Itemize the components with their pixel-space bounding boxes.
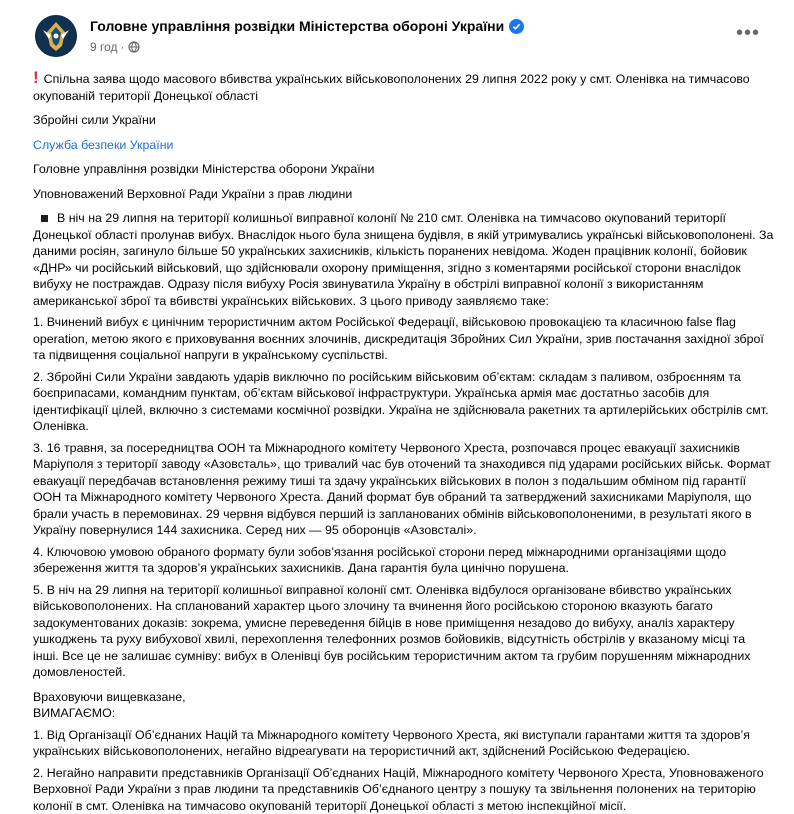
post-timestamp[interactable]: 9 год <box>90 40 118 54</box>
author-name[interactable]: Головне управління розвідки Міністерства обороні України <box>90 18 504 34</box>
verified-badge-icon <box>509 19 524 34</box>
signatory-ombudsman: Уповноважений Верховної Ради України з прав людини <box>33 186 774 203</box>
headline-text: Спільна заява щодо масового вбивства українських військовополонених 29 липня 2022 року у смт. Оленівка на тимчасово окупованій території Донецької області <box>33 72 750 103</box>
square-bullet-icon <box>41 215 48 222</box>
demand-2: 2. Негайно направити представників Організації Об’єднаних Націй, Міжнародного комітету Червоного Хреста, Уповноваженого Верховної Ради України з прав людини та представників Об’єднаного центру з пошуку та звільнення полонених на територію колонії в смт. Оленівка на тимчасово окупованій території Донецької області з метою інспекційної місії. <box>33 765 774 814</box>
globe-icon <box>128 41 140 53</box>
signatory-hur: Головне управління розвідки Міністерства оборони України <box>33 161 774 178</box>
intro-paragraph <box>33 210 774 309</box>
point-5: 5. В ніч на 29 липня на території колишньої виправної колонії смт. Оленівка відбулося організоване вбивство українських військовополонених. На спланований характер цього злочину та вчинення його російською стороною вказують багато задокументованих доказів: зокрема, умисне переведення бійців в нове приміщення незадово до вибуху, аналіз характеру ушкоджень та руху вибухової хвилі, перехоплення телефонних розмов бойовиків, відсутність обстрілів у вказаному місці та інші. Все це не залишає сумніву: вибух в Оленівці був російським терористичним актом та грубим порушенням міжнародних домовленостей. <box>33 582 774 681</box>
more-horizontal-icon[interactable]: ••• <box>736 28 760 38</box>
exclamation-icon: ! <box>33 68 39 87</box>
point-3: 3. 16 травня, за посередництва ООН та Міжнародного комітету Червоного Хреста, розпочався процес евакуації захисників Маріуполя з території заводу «Азовсталь», що тривалий час був оточений та знаходився під ударами російських військ. Формат евакуації передбачав встановлення режиму тиші та здачу українських військових в полон з подальшим обміном під гарантії ООН та Міжнародного комітету Червоного Хреста. Даний формат був обраний та затверджений захисниками Маріуполя, що брали участь в перемовинах. 29 червня відбувся перший із запланованих обмінів військовополоненими, в результаті якого в Україну повернулися 144 захисника. Серед них — 95 оборонців «Азовсталі». <box>33 440 774 539</box>
meta-separator: · <box>121 40 125 54</box>
point-2: 2. Збройні Сили України завдають ударів виключно по російським військовим об’єктам: складам з паливом, озброєнням та боєприпасами, командним пунктам, об’єктам військової інфраструктури. Українська армія має достатньо засобів для ідентифікації цілей, включно з системами космічної розвідки. Україна не здійснювала ракетних та артилерійських обстрілів смт. Оленівка. <box>33 369 774 435</box>
point-1: 1. Вчинений вибух є цинічним терористичним актом Російської Федерації, військовою провокацією та класичною false flag operation, метою якого є приховування воєнних злочинів, дискредитація Збройних Сил України, зрив постачання західної зброї та підвищення соціальної напруги в українському суспільстві. <box>33 314 774 364</box>
post-meta <box>90 40 524 54</box>
intelligence-emblem-icon <box>35 15 77 57</box>
considering-paragraph <box>33 689 774 722</box>
demand-heading: ВИМАГАЄМО: <box>33 706 115 720</box>
post-body <box>33 70 774 814</box>
demand-1: 1. Від Організації Об’єднаних Націй та Міжнародного комітету Червоного Хреста, які виступали гарантами життя та здоров’я українських військовополонених, негайно відреагувати на терористичний акт, здійснений Російською Федерацією. <box>33 727 774 760</box>
signatory-armed-forces: Збройні сили України <box>33 112 774 129</box>
headline-paragraph <box>33 70 774 104</box>
considering-text: Враховуючи вищевказане, <box>33 690 186 704</box>
signatory-sbu-link[interactable]: Служба безпеки України <box>33 137 774 154</box>
point-4: 4. Ключовою умовою обраного формату були зобов’язання російської сторони перед міжнародними організаціями щодо збереження життя та здоров’я українських захисників. Дана гарантія була цинічно порушена. <box>33 544 774 577</box>
author-link[interactable] <box>90 18 524 34</box>
author-block <box>90 18 524 54</box>
page-avatar[interactable] <box>35 15 77 57</box>
post-header <box>33 0 774 64</box>
intro-text: В ніч на 29 липня на території колишньої виправної колонії № 210 смт. Оленівка на тимчасово окупований території Донецької області пролунав вибух. Внаслідок нього була знищена будівля, в якій утримувались українські військовополонені. За даними росіян, загинуло більше 50 українських захисників, кількість поранених невідома. Жоден працівник колонії, бойовик «ДНР» чи російський військовий, що здійснювали охорону приміщення, згідно з коментарями російської сторони внаслідок вибуху не постраждав. Одразу після вибуху Росія звинуватила Україну в обстрілі виправної колонії з використанням американської зброї та вбивстві українських військових. З цього приводу заявляємо таке: <box>33 211 773 308</box>
